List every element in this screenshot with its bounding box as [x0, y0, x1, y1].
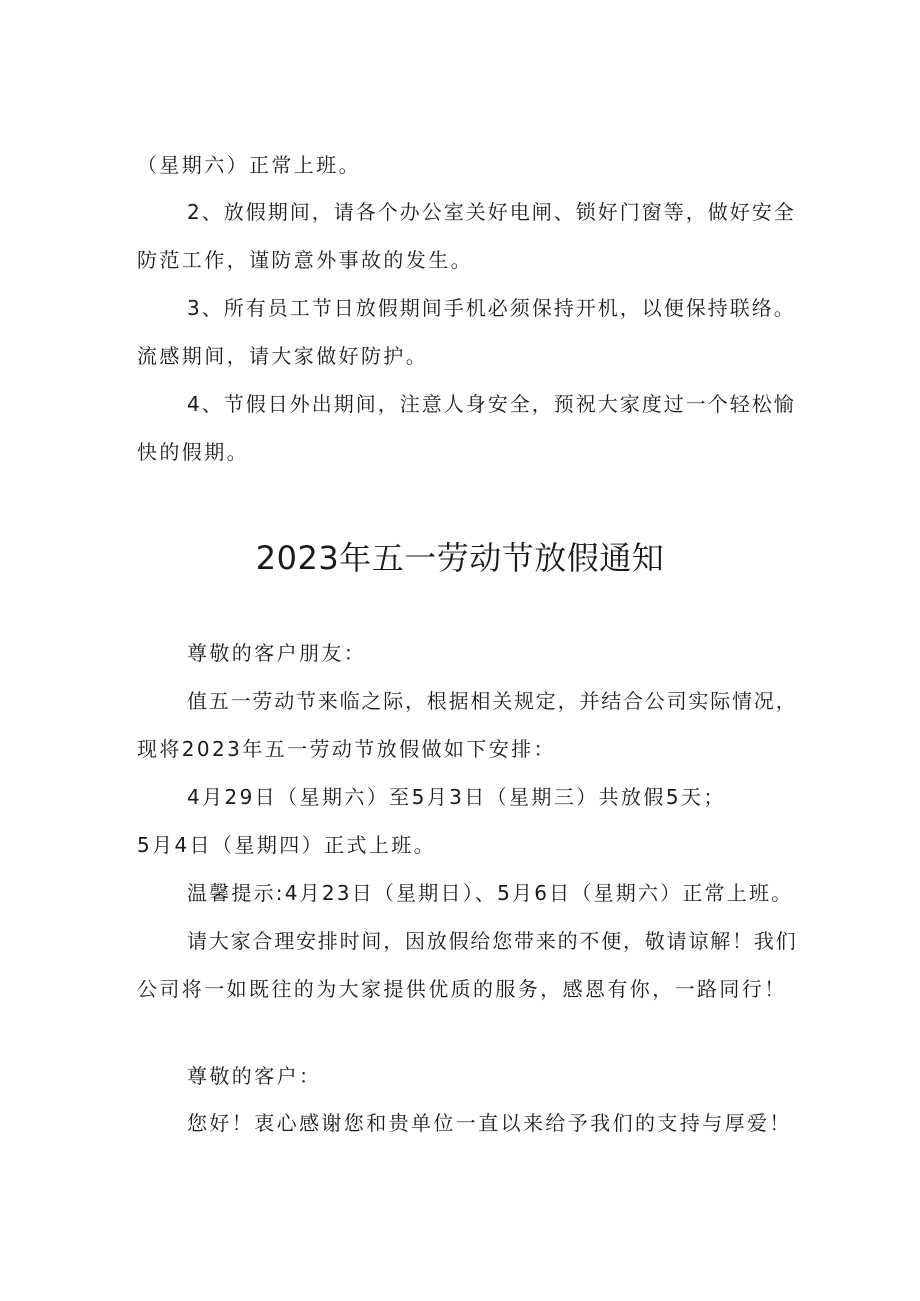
text-line: 防范工作，谨防意外事故的发生。	[137, 248, 473, 272]
paragraph-line: 值五一劳动节来临之际，根据相关规定，并结合公司实际情况，	[187, 689, 798, 713]
salutation: 尊敬的客户：	[187, 1064, 322, 1088]
text-line: 流感期间，请大家做好防护。	[137, 344, 429, 368]
schedule-line: 5月4日（星期四）正式上班。	[137, 833, 437, 857]
paragraph-line: 请大家合理安排时间，因放假给您带来的不便，敬请谅解！我们	[187, 929, 798, 953]
list-item-3: 3、所有员工节日放假期间手机必须保持开机，以便保持联络。	[187, 296, 796, 320]
notice-title: 2023年五一劳动节放假通知	[255, 539, 665, 577]
paragraph-line: 您好！衷心感谢您和贵单位一直以来给予我们的支持与厚爱！	[187, 1111, 792, 1135]
salutation: 尊敬的客户朋友：	[187, 641, 367, 665]
reminder-line: 温馨提示:4月23日（星期日）、5月6日（星期六）正常上班。	[187, 881, 794, 905]
text-line: 快的假期。	[137, 440, 249, 464]
list-item-4: 4、节假日外出期间，注意人身安全，预祝大家度过一个轻松愉	[187, 392, 796, 416]
list-item-2: 2、放假期间，请各个办公室关好电闸、锁好门窗等，做好安全	[187, 200, 796, 224]
paragraph-line: 公司将一如既往的为大家提供优质的服务，感恩有你，一路同行！	[137, 977, 787, 1001]
text-line: （星期六）正常上班。	[137, 153, 361, 177]
paragraph-line: 现将2023年五一劳动节放假做如下安排：	[137, 737, 556, 761]
schedule-line: 4月29日（星期六）至5月3日（星期三）共放假5天；	[187, 785, 726, 809]
